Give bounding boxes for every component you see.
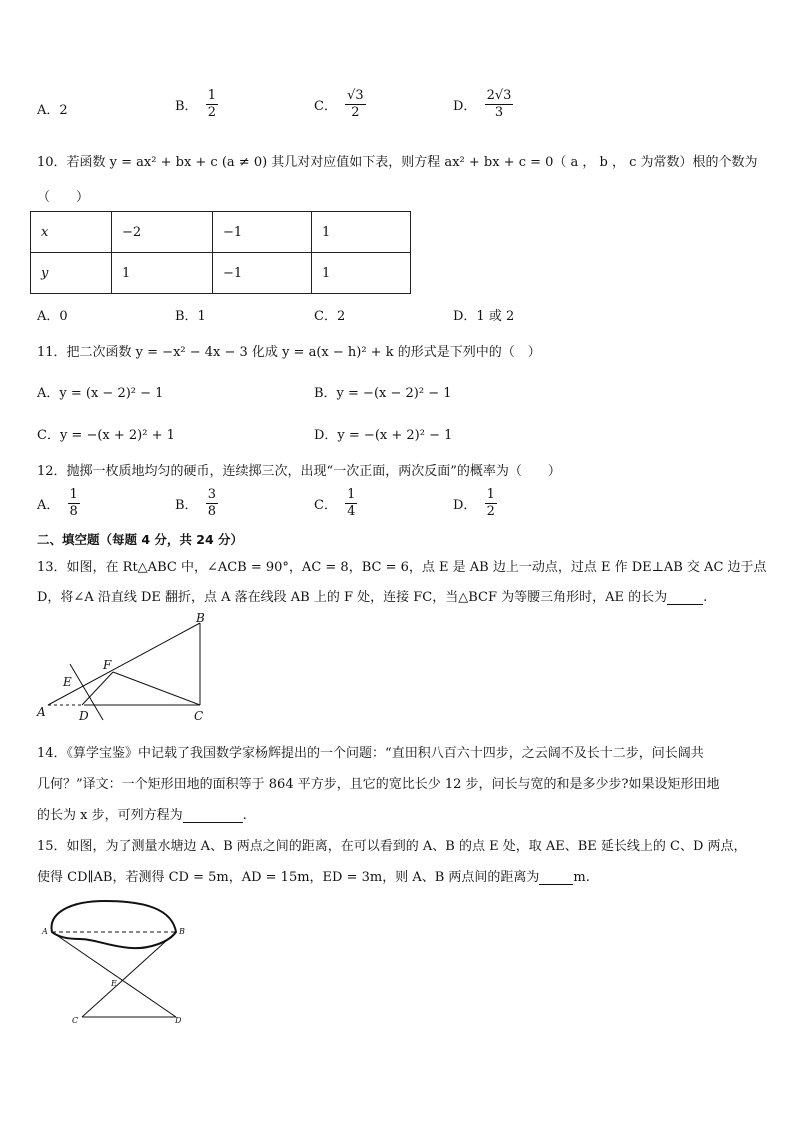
q12-option-d-label: D． [453,498,477,513]
q15-answer-blank[interactable] [539,870,573,885]
q9-option-d-fraction [485,88,514,121]
label-E: E [63,675,72,689]
segment-BC [82,932,176,1017]
q12-option-d-fraction [485,487,497,520]
q10-stem-line1: 10．若函数 y = ax² + bx + c (a ≠ 0) 其几对对应值如下表，则方程 ax² + bx + c = 0（ a ， b ， c 为常数）根的个数为 [37,155,758,170]
fraction-denominator: 3 [494,105,504,120]
q13-stem-line1: 13．如图，在 Rt△ABC 中，∠ACB = 90°，AC = 8，BC = 6，点 E 是 AB 边上一动点，过点 E 作 DE⊥AB 交 AC 边于点 [37,560,767,575]
q11-option-a[interactable]: A．y = (x − 2)² − 1 [37,386,164,401]
fraction-numerator: 1 [347,487,356,502]
label-E: E [111,979,117,988]
q9-option-c-fraction [345,88,366,121]
label-C: C [194,709,204,723]
q9-option-a-label: A．2 [37,103,68,118]
q13-stem-line2-end: . [703,590,708,605]
section-heading-fill-in: 二、填空题（每题 4 分，共 24 分） [37,532,244,547]
fraction-denominator: 2 [486,504,495,519]
table-cell: 1 [112,253,213,294]
q9-option-c-label: C． [314,99,337,114]
q12-option-c-fraction [345,487,357,520]
table-row [31,212,411,253]
label-A: A [37,705,46,719]
q11-option-c[interactable]: C．y = −(x + 2)² + 1 [37,428,175,443]
q10-option-a[interactable]: A．0 [37,309,68,324]
q9-option-b-label: B． [175,99,198,114]
segment-DF [82,672,113,705]
table-cell: −1 [213,253,312,294]
q12-option-a-label: A． [37,498,60,513]
q13-stem-line2-text: D，将∠A 沿直线 DE 翻折，点 A 落在线段 AB 上的 F 处，连接 FC，当△BCF 为等腰三角形时，AE 的长为 [37,590,668,605]
segment-AB [48,623,200,705]
q13-stem-line2 [37,586,707,605]
q12-option-a-fraction [68,487,80,520]
table-row-header-y: y [31,253,112,294]
q14-answer-blank[interactable] [183,808,243,823]
q12-option-d[interactable] [453,487,497,520]
q15-stem-line2-text: 使得 CD∥AB，若测得 CD = 5m，AD = 15m，ED = 3m，则 A、B 两点间的距离为 [37,870,540,885]
fraction-numerator: 3 [207,487,216,502]
q15-stem-line1: 15．如图，为了测量水塘边 A、B 两点之间的距离，在可以看到的 A、B 的点 E 处，取 AE、BE 延长线上的 C、D 两点， [37,839,747,854]
q9-option-d-label: D． [453,99,477,114]
q12-option-c-label: C． [314,498,337,513]
q13-answer-blank[interactable] [667,590,703,605]
fraction-denominator: 8 [207,504,216,519]
table-cell: 1 [312,253,411,294]
label-B: B [196,611,205,625]
q10-stem-line2: （ ） [37,190,90,205]
q15-stem-line2 [37,866,590,885]
q11-stem: 11．把二次函数 y = −x² − 4x − 3 化成 y = a(x − h)² + k 的形式是下列中的（ ） [37,345,541,360]
q14-stem-line3 [37,804,247,823]
q10-value-table [30,211,411,294]
fraction-numerator: 1 [486,487,495,502]
label-F: F [103,658,112,672]
q9-option-b[interactable] [175,88,218,121]
q12-option-a[interactable] [37,487,80,520]
q12-option-c[interactable] [314,487,357,520]
q14-stem-line2: 几何？”译文：一个矩形田地的面积等于 864 平方步，且它的宽比长少 12 步，问长与宽的和是多少步?如果设矩形田地 [37,777,720,792]
q14-stem-line1: 14．《算学宝鉴》中记载了我国数学家杨辉提出的一个问题：“直田积八百六十四步，之云阔不及长十二步，问长阔共 [37,746,704,761]
label-B: B [179,927,185,936]
q9-option-c[interactable] [314,88,366,121]
q12-option-b-fraction [206,487,218,520]
table-row-header-x: x [31,212,112,253]
fraction-denominator: 4 [347,504,356,519]
pond-outline [52,901,176,948]
q14-stem-line3-end: . [242,808,247,823]
fraction-denominator: 2 [207,105,216,120]
q11-option-b[interactable]: B．y = −(x − 2)² − 1 [314,386,452,401]
q12-stem: 12．抛掷一枚质地均匀的硬币，连续掷三次，出现“一次正面，两次反面”的概率为（ ） [37,464,561,479]
fraction-denominator: 8 [69,504,78,519]
q10-option-d[interactable]: D．1 或 2 [453,309,515,324]
q9-option-a[interactable] [37,99,68,118]
fraction-numerator: √3 [347,88,364,103]
q13-triangle-figure [35,612,255,727]
q15-stem-line2-end: m. [573,870,590,885]
q15-pond-figure [40,895,210,1035]
segment-FC [113,672,200,705]
table-cell: −2 [112,212,213,253]
q11-option-d[interactable]: D．y = −(x + 2)² − 1 [314,428,453,443]
fraction-denominator: 2 [351,105,360,120]
table-row [31,253,411,294]
q12-option-b-label: B． [175,498,198,513]
label-A: A [42,927,48,936]
q12-option-b[interactable] [175,487,218,520]
label-C: C [72,1016,79,1025]
fraction-numerator: 1 [207,88,216,103]
fraction-numerator: 1 [69,487,78,502]
q10-option-c[interactable]: C．2 [314,309,346,324]
label-D: D [175,1016,182,1025]
label-D: D [79,709,89,723]
q10-option-b[interactable]: B．1 [175,309,206,324]
q14-stem-line3-text: 的长为 x 步，可列方程为 [37,808,183,823]
q9-option-b-fraction [206,88,218,121]
table-cell: −1 [213,212,312,253]
fraction-numerator: 2√3 [486,88,512,103]
q9-option-d[interactable] [453,88,513,121]
table-cell: 1 [312,212,411,253]
